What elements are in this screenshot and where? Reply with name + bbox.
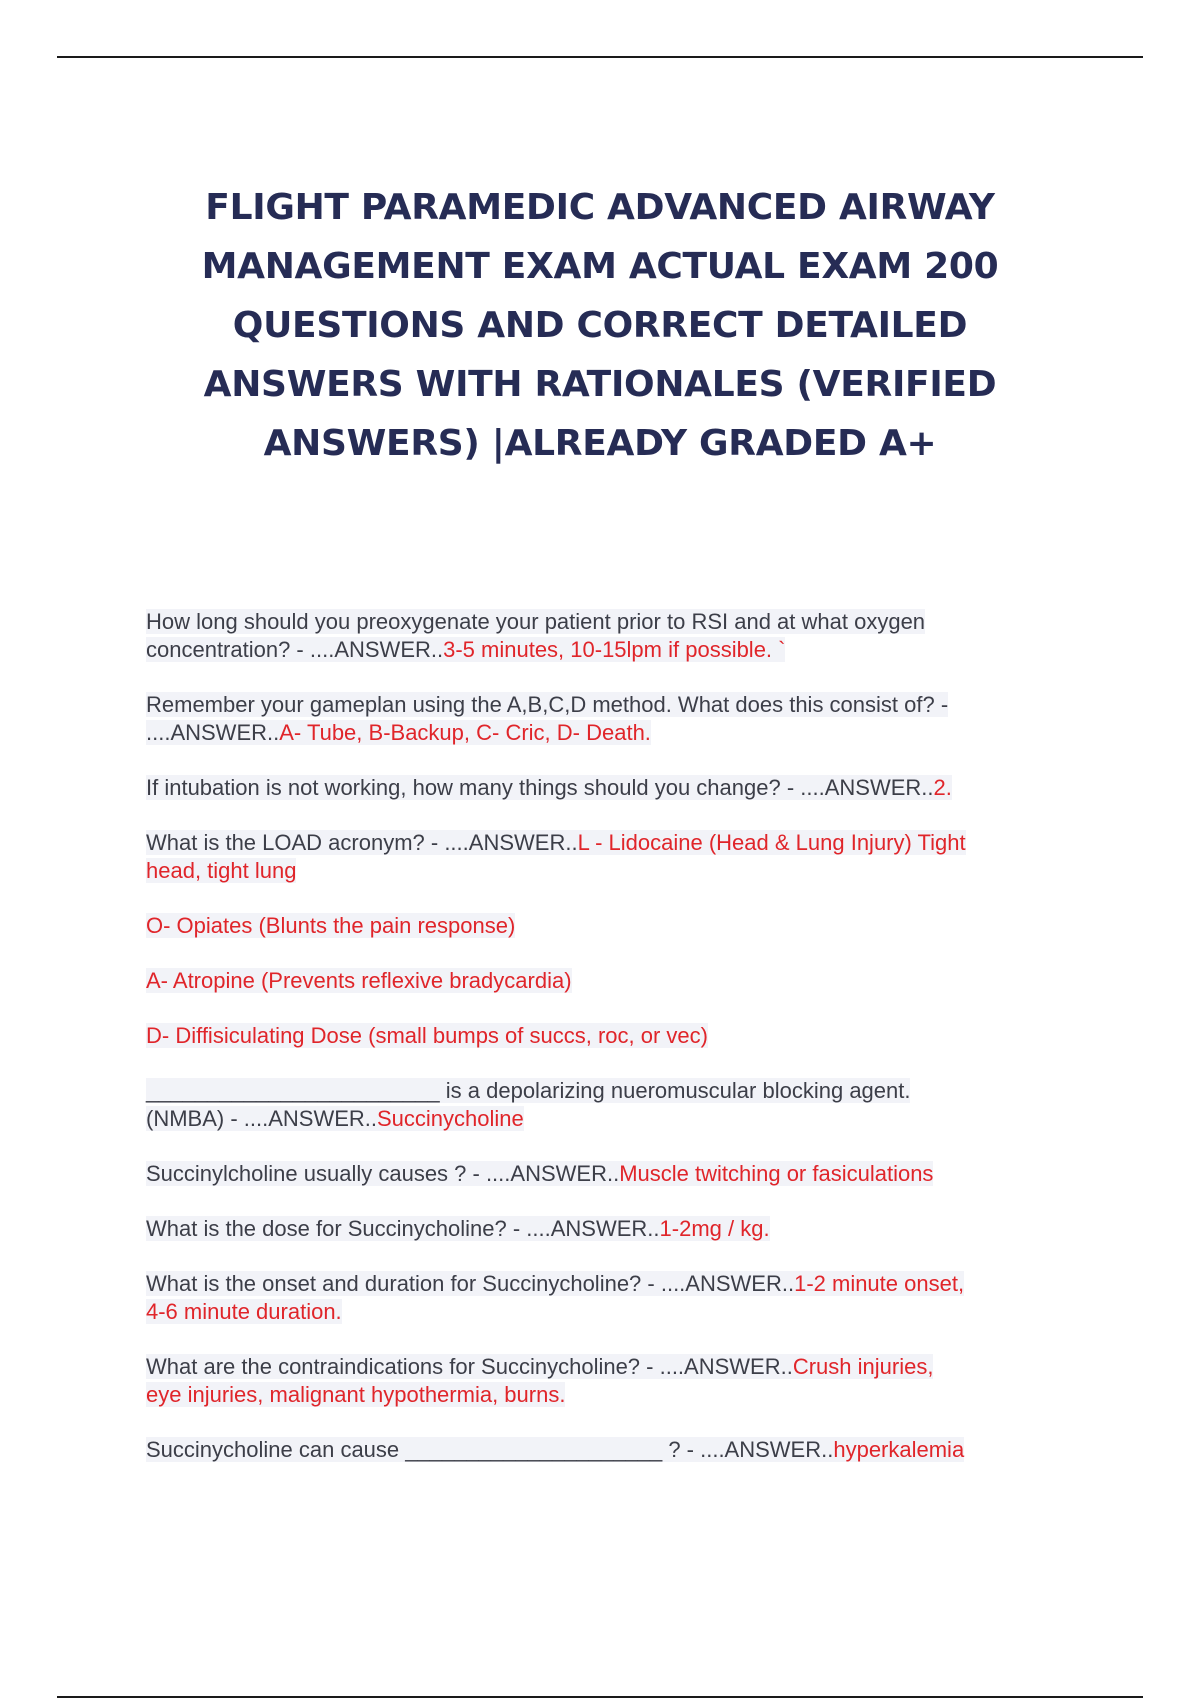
answer-text: eye injuries, malignant hypothermia, burns.	[146, 1382, 566, 1407]
document-title	[150, 178, 1050, 473]
answer-text: 2.	[933, 775, 952, 800]
question-text: (NMBA) - ....ANSWER..	[146, 1106, 377, 1131]
answer-text: head, tight lung	[146, 858, 297, 883]
qa-item-intubation-change	[146, 774, 1066, 802]
qa-item-nmba	[146, 1077, 1066, 1133]
load-item-atropine	[146, 967, 1066, 995]
qa-item-succ-hyperkalemia	[146, 1436, 1066, 1464]
qa-item-succ-causes	[146, 1160, 1066, 1188]
question-text: Succinylcholine usually causes ? - ....ANSWER..	[146, 1161, 620, 1186]
question-text: ________________________ is a depolarizing nueromuscular blocking agent.	[146, 1078, 911, 1103]
question-text: If intubation is not working, how many things should you change? - ....ANSWER..	[146, 775, 934, 800]
question-text: Succinycholine can cause _____________________ ? - ....ANSWER..	[146, 1437, 834, 1462]
answer-text: Crush injuries,	[792, 1354, 934, 1379]
question-text: Remember your gameplan using the A,B,C,D method. What does this consist of? -	[146, 692, 949, 717]
answer-text: A- Tube, B-Backup, C- Cric, D- Death.	[279, 720, 651, 745]
load-item-defasciculating	[146, 1022, 1066, 1050]
answer-text: O- Opiates (Blunts the pain response)	[146, 913, 516, 938]
title-line-3: QUESTIONS AND CORRECT DETAILED	[232, 305, 968, 346]
qa-item-preoxygenate	[146, 608, 1066, 664]
answer-text: 1-2 minute onset,	[794, 1271, 965, 1296]
question-text: What is the onset and duration for Succinycholine? - ....ANSWER..	[146, 1271, 795, 1296]
title-line-1: FLIGHT PARAMEDIC ADVANCED AIRWAY	[205, 187, 995, 228]
answer-text: 3-5 minutes, 10-15lpm if possible. `	[443, 637, 786, 662]
answer-text: 4-6 minute duration.	[146, 1299, 342, 1324]
qa-item-gameplan	[146, 691, 1066, 747]
answer-text: Muscle twitching or fasiculations	[619, 1161, 934, 1186]
question-text: What are the contraindications for Succinycholine? - ....ANSWER..	[146, 1354, 793, 1379]
question-text: What is the LOAD acronym? - ....ANSWER..	[146, 830, 578, 855]
load-item-opiates	[146, 912, 1066, 940]
answer-text: L - Lidocaine (Head & Lung Injury) Tight	[577, 830, 966, 855]
answer-text: D- Diffisiculating Dose (small bumps of succs, roc, or vec)	[146, 1023, 708, 1048]
answer-text: hyperkalemia	[833, 1437, 965, 1462]
qa-item-succ-contraindications	[146, 1353, 1066, 1409]
answer-text: Succinycholine	[377, 1106, 524, 1131]
title-line-2: MANAGEMENT EXAM ACTUAL EXAM 200	[201, 246, 999, 287]
answer-text: 1-2mg / kg.	[659, 1216, 770, 1241]
title-line-5: ANSWERS) |ALREADY GRADED A+	[263, 423, 937, 464]
qa-item-load-acronym	[146, 829, 1066, 885]
qa-item-succ-onset	[146, 1270, 1066, 1326]
title-line-4: ANSWERS WITH RATIONALES (VERIFIED	[203, 364, 997, 405]
qa-item-succ-dose	[146, 1215, 1066, 1243]
question-text: concentration? - ....ANSWER..	[146, 637, 444, 662]
bottom-rule	[57, 1696, 1143, 1698]
qa-list	[146, 608, 1066, 1491]
question-text: ....ANSWER..	[146, 720, 280, 745]
top-rule	[57, 56, 1143, 58]
answer-text: A- Atropine (Prevents reflexive bradycardia)	[146, 968, 572, 993]
question-text: What is the dose for Succinycholine? - ....ANSWER..	[146, 1216, 660, 1241]
question-text: How long should you preoxygenate your patient prior to RSI and at what oxygen	[146, 609, 926, 634]
